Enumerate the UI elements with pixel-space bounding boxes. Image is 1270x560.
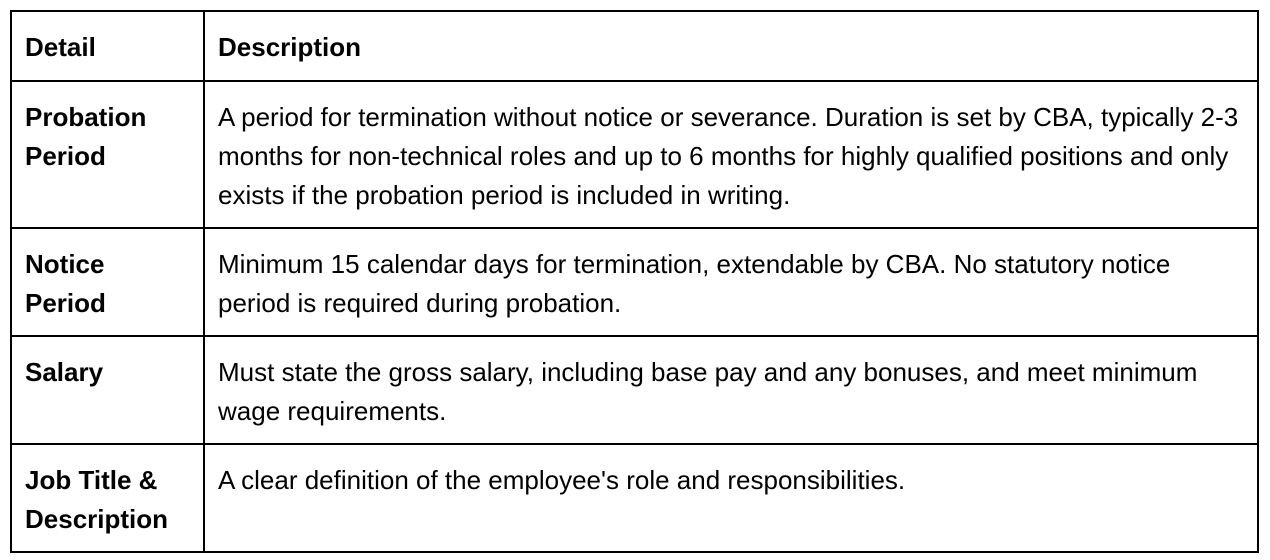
- table-row: [11, 444, 1258, 552]
- detail-cell-notice-period: Notice Period: [11, 228, 204, 336]
- description-cell-job-title: A clear definition of the employee's role and responsibilities.: [204, 444, 1258, 552]
- detail-cell-job-title: Job Title & Description: [11, 444, 204, 552]
- description-cell-notice-period: Minimum 15 calendar days for termination, extendable by CBA. No statutory notice period is required during probation.: [204, 228, 1258, 336]
- detail-cell-probation-period: Probation Period: [11, 81, 204, 228]
- table-row: [11, 81, 1258, 228]
- description-cell-probation-period: A period for termination without notice or severance. Duration is set by CBA, typically 2-3 months for non-technical roles and up to 6 months for highly qualified positions and only exists if the probation period is included in writing.: [204, 81, 1258, 228]
- employment-details-table: [10, 10, 1259, 553]
- table-row: [11, 336, 1258, 444]
- table-header-row: [11, 11, 1258, 81]
- description-cell-salary: Must state the gross salary, including base pay and any bonuses, and meet minimum wage requirements.: [204, 336, 1258, 444]
- table-row: [11, 228, 1258, 336]
- header-description: Description: [204, 11, 1258, 81]
- detail-cell-salary: Salary: [11, 336, 204, 444]
- header-detail: Detail: [11, 11, 204, 81]
